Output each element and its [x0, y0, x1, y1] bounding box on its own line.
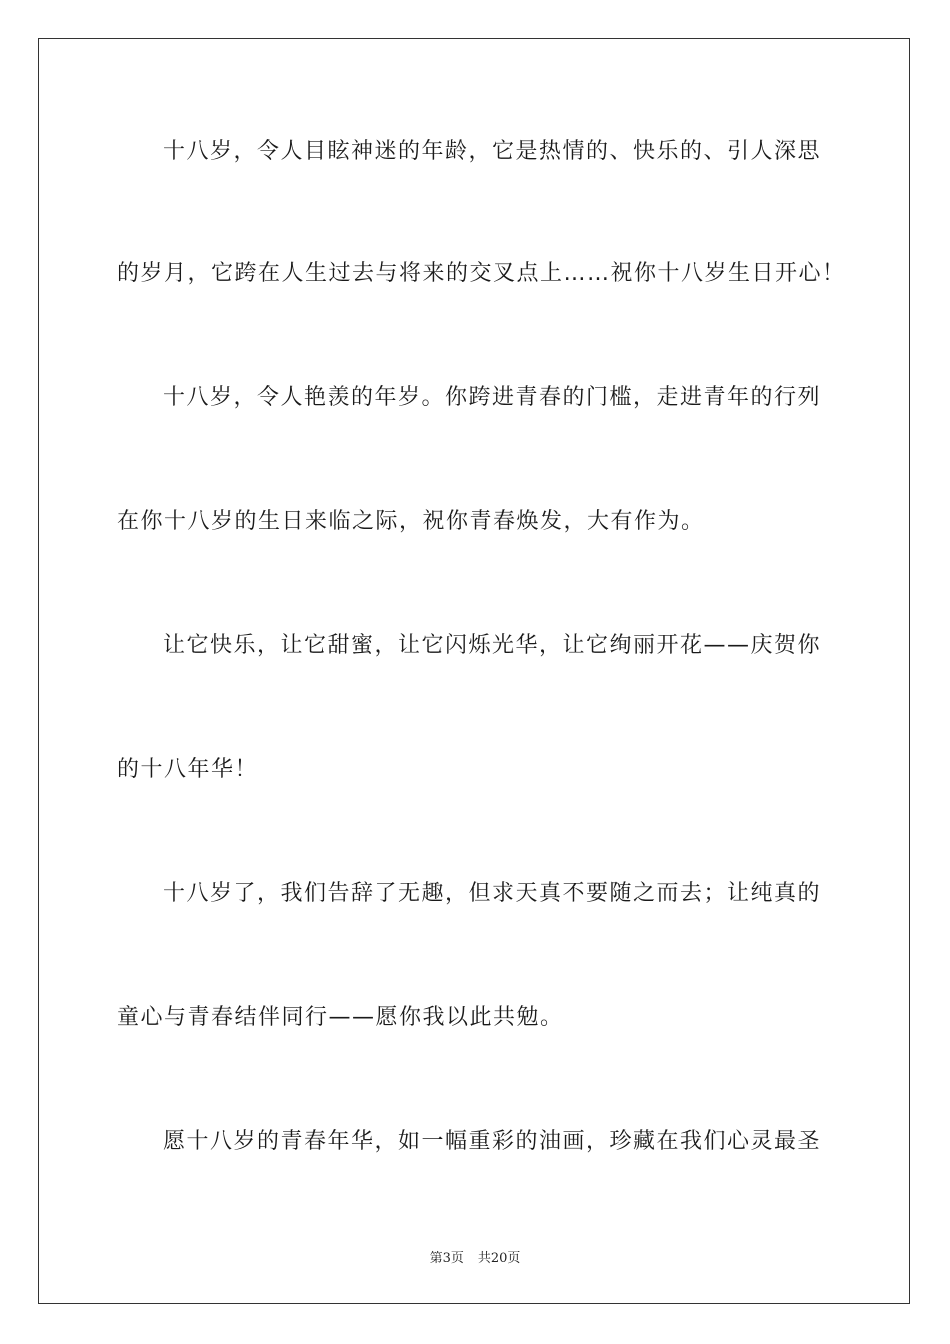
- paragraph-4-line-2: 童心与青春结伴同行——愿你我以此共勉。: [117, 1005, 564, 1030]
- paragraph-4-line-1: 十八岁了，我们告辞了无趣，但求天真不要随之而去；让纯真的: [163, 881, 822, 906]
- page-footer: [0, 1247, 950, 1266]
- paragraph-3-line-2: 的十八年华！: [117, 757, 259, 782]
- paragraph-5-line-1: 愿十八岁的青春年华，如一幅重彩的油画，珍藏在我们心灵最圣: [163, 1129, 822, 1154]
- paragraph-1-line-1: 十八岁，令人目眩神迷的年龄，它是热情的、快乐的、引人深思: [163, 139, 822, 164]
- page-total: 共20页: [477, 1251, 521, 1266]
- page-number: 第3页: [429, 1251, 464, 1266]
- paragraph-3-line-1: 让它快乐，让它甜蜜，让它闪烁光华，让它绚丽开花——庆贺你: [163, 633, 822, 658]
- page-border: [38, 38, 910, 1304]
- paragraph-2-line-1: 十八岁，令人艳羡的年岁。你跨进青春的门槛，走进青年的行列: [163, 385, 822, 410]
- paragraph-2-line-2: 在你十八岁的生日来临之际，祝你青春焕发，大有作为。: [117, 509, 705, 534]
- paragraph-1-line-2: 的岁月，它跨在人生过去与将来的交叉点上……祝你十八岁生日开心！: [117, 261, 846, 286]
